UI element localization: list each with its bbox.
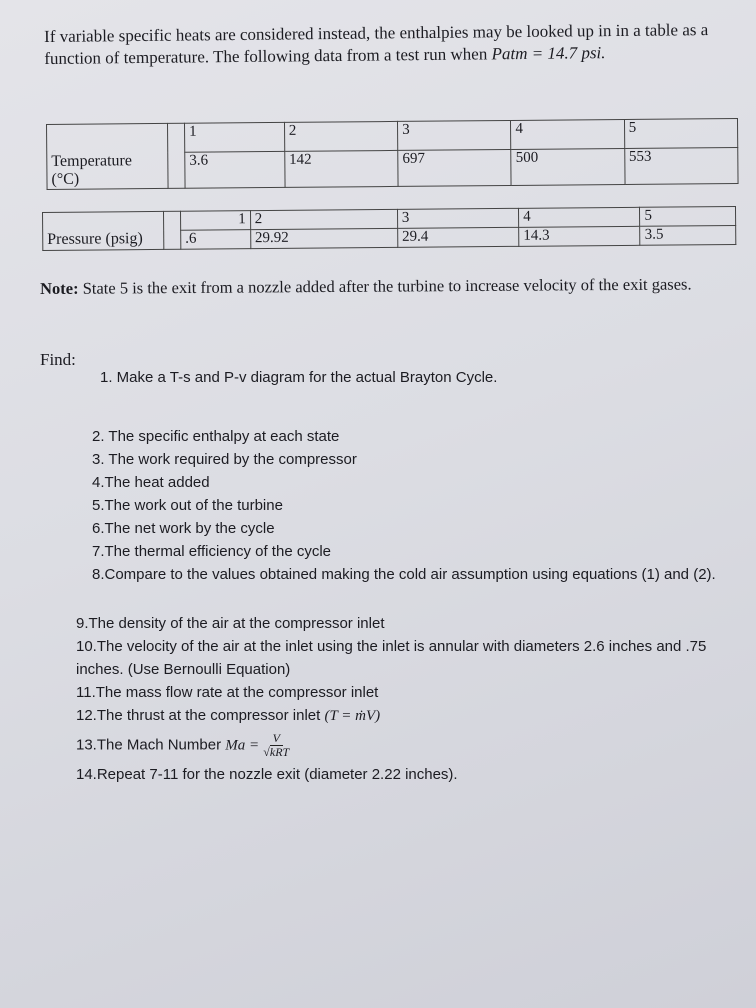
list-item — [76, 732, 754, 759]
pressure-value: 29.92 — [250, 228, 397, 248]
temperature-table — [46, 118, 739, 190]
state-header: 1 — [184, 122, 284, 152]
pressure-label: Pressure (psig) — [47, 230, 143, 248]
list-item — [76, 704, 754, 728]
pressure-value: 29.4 — [397, 227, 518, 247]
temperature-label: Temperature — [51, 152, 133, 170]
fraction-denominator: √kRT — [263, 745, 290, 759]
intro-text: If variable specific heats are considered instead, the enthalpies may be looked up in in a table as a function of temperature. The following data from a test run when — [44, 20, 709, 68]
patm-symbol: Patm = — [491, 43, 544, 64]
question-list — [92, 425, 742, 586]
list-item: 5.The work out of the turbine — [92, 497, 283, 514]
state-header: 4 — [519, 207, 640, 227]
temperature-value: 142 — [285, 151, 399, 188]
note-label: Note: — [40, 278, 79, 298]
spacer-cell — [163, 211, 180, 249]
pressure-table — [42, 206, 736, 251]
question-list — [76, 612, 754, 786]
temperature-value: 3.6 — [185, 152, 285, 188]
state-header: 3 — [397, 208, 518, 228]
temperature-unit: (°C) — [51, 170, 80, 188]
list-item: 14.Repeat 7-11 for the nozzle exit (diameter 2.22 inches). — [76, 766, 458, 783]
temperature-label-cell — [47, 123, 169, 189]
patm-value: 14.7 psi. — [547, 43, 606, 63]
question-list — [100, 366, 497, 389]
spacer-cell — [167, 123, 185, 188]
list-item: 10.The velocity of the air at the inlet using the inlet is annular with diameters 2.6 inches and .75 inches. (Use Bernoulli Equation) — [76, 638, 707, 678]
fraction-numerator: V — [270, 732, 283, 746]
item-text: 13.The Mach Number — [76, 736, 222, 754]
state-header: 3 — [398, 120, 512, 150]
pressure-value: .6 — [181, 230, 251, 250]
list-item: 11.The mass flow rate at the compressor inlet — [76, 684, 379, 701]
temperature-value: 500 — [511, 149, 625, 186]
list-item: 9.The density of the air at the compressor inlet — [76, 615, 385, 632]
list-item: 6.The net work by the cycle — [92, 520, 275, 537]
intro-paragraph — [44, 19, 714, 70]
list-item: 2. The specific enthalpy at each state — [92, 428, 340, 445]
state-header: 5 — [640, 206, 736, 226]
find-heading: Find: — [40, 350, 76, 369]
pressure-value: 3.5 — [640, 225, 736, 245]
item-text: 12.The thrust at the compressor inlet — [76, 707, 321, 724]
state-header: 1 — [180, 211, 250, 231]
state-header: 4 — [511, 119, 625, 149]
temperature-value: 553 — [624, 148, 738, 185]
pressure-label-cell — [43, 211, 164, 250]
pressure-value: 14.3 — [519, 226, 640, 246]
list-item: 4.The heat added — [92, 474, 210, 491]
state-header: 5 — [624, 118, 738, 148]
list-item: 7.The thermal efficiency of the cycle — [92, 543, 332, 560]
state-header: 2 — [250, 209, 397, 229]
mach-fraction — [263, 732, 289, 759]
note-paragraph — [40, 273, 730, 300]
list-item: 3. The work required by the compressor — [92, 451, 357, 468]
state-header: 2 — [284, 121, 398, 151]
thrust-formula: (T = ṁV) — [324, 708, 381, 724]
mach-formula-lhs: Ma = — [225, 737, 260, 754]
list-item: 1. Make a T-s and P-v diagram for the actual Brayton Cycle. — [100, 369, 498, 386]
note-text: State 5 is the exit from a nozzle added after the turbine to increase velocity of the exit gases. — [82, 274, 692, 298]
temperature-value: 697 — [398, 150, 512, 187]
list-item: 8.Compare to the values obtained making the cold air assumption using equations (1) and (2). — [92, 566, 716, 583]
